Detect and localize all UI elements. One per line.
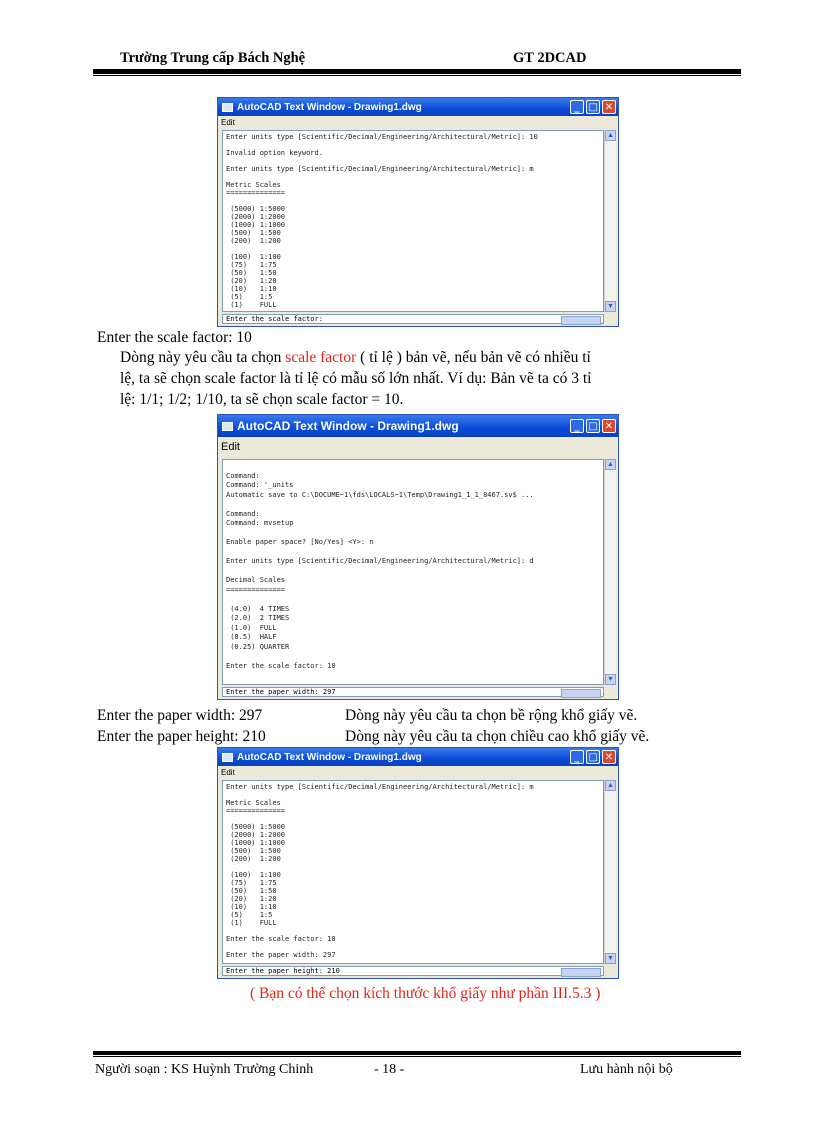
window-title: AutoCAD Text Window - Drawing1.dwg	[237, 751, 422, 763]
window-titlebar[interactable]	[218, 415, 618, 437]
horizontal-scrollbar[interactable]	[561, 316, 601, 325]
window-titlebar[interactable]	[218, 748, 618, 766]
maximize-button[interactable]: □	[586, 750, 600, 764]
command-line-input[interactable]	[222, 314, 604, 324]
scale-factor-desc-2: lệ, ta sẽ chọn scale factor là tỉ lệ có mẫu số lớn nhất. Ví dụ: Bản vẽ ta có 3 tỉ	[120, 370, 592, 387]
autocad-text-window-3[interactable]	[217, 747, 619, 979]
close-button[interactable]: ✕	[602, 419, 616, 433]
app-icon	[222, 103, 233, 112]
autocad-text-window-2[interactable]	[217, 414, 619, 700]
header-rule-thin	[93, 75, 741, 76]
maximize-button[interactable]: □	[586, 100, 600, 114]
horizontal-scrollbar[interactable]	[561, 689, 601, 698]
scale-factor-desc-3: lệ: 1/1; 1/2; 1/10, ta sẽ chọn scale factor = 10.	[120, 391, 404, 408]
command-line-input[interactable]	[222, 687, 604, 697]
scroll-down-icon[interactable]: ▼	[605, 301, 616, 312]
minimize-button[interactable]: _	[570, 100, 584, 114]
command-history[interactable]	[222, 130, 604, 312]
header-school: Trường Trung cấp Bách Nghệ	[120, 50, 306, 66]
window-titlebar[interactable]	[218, 98, 618, 116]
command-history[interactable]	[222, 780, 604, 964]
scroll-up-icon[interactable]: ▲	[605, 459, 616, 470]
footer-author: Người soạn : KS Huỳnh Trường Chinh	[95, 1062, 314, 1077]
minimize-button[interactable]: _	[570, 750, 584, 764]
history-text: Enter units type [Scientific/Decimal/Engineering/Architectural/Metric]: m Metric Scales ============== (5000) 1:5000 (2000) 1:2000 (1000) 1:1000 (500) 1:500 (200) 1:200 (100) 1:100 (75) 1:75 (50) 1:50 (20) 1:20 (10) 1:10 (5) 1:5 (1) FULL Enter the scale factor: 10 Enter the paper width: 297	[226, 783, 534, 959]
menu-edit[interactable]: Edit	[218, 766, 618, 779]
scroll-up-icon[interactable]: ▲	[605, 780, 616, 791]
scroll-down-icon[interactable]: ▼	[605, 674, 616, 685]
vertical-scrollbar[interactable]	[604, 459, 616, 685]
maximize-button[interactable]: □	[586, 419, 600, 433]
command-history[interactable]	[222, 459, 604, 685]
command-text: Enter the paper width: 297	[226, 688, 336, 696]
command-text: Enter the scale factor:	[226, 315, 323, 323]
paper-width-desc: Dòng này yêu cầu ta chọn bề rộng khổ giấy vẽ.	[345, 707, 638, 724]
paper-width-label: Enter the paper width: 297	[97, 707, 263, 724]
paper-height-desc: Dòng này yêu cầu ta chọn chiều cao khổ giấy vẽ.	[345, 728, 650, 745]
paper-size-note: ( Bạn có thể chọn kích thước khổ giấy như phần III.5.3 )	[250, 985, 601, 1002]
menu-edit[interactable]: Edit	[218, 437, 618, 457]
app-icon	[222, 422, 233, 431]
menu-edit[interactable]: Edit	[218, 116, 618, 129]
footer-page-number: - 18 -	[374, 1062, 405, 1077]
footer-distribution: Lưu hành nội bộ	[580, 1062, 673, 1077]
vertical-scrollbar[interactable]	[604, 780, 616, 964]
horizontal-scrollbar[interactable]	[561, 968, 601, 977]
window-title: AutoCAD Text Window - Drawing1.dwg	[237, 419, 459, 433]
close-button[interactable]: ✕	[602, 750, 616, 764]
command-text: Enter the paper height: 210	[226, 967, 340, 975]
scale-factor-term: scale factor	[285, 349, 357, 366]
paper-height-label: Enter the paper height: 210	[97, 728, 266, 745]
command-line-input[interactable]	[222, 966, 604, 976]
close-button[interactable]: ✕	[602, 100, 616, 114]
autocad-text-window-1[interactable]	[217, 97, 619, 327]
app-icon	[222, 753, 233, 762]
header-course: GT 2DCAD	[513, 50, 587, 66]
scroll-down-icon[interactable]: ▼	[605, 953, 616, 964]
footer-rule	[93, 1051, 741, 1055]
history-text: Enter units type [Scientific/Decimal/Engineering/Architectural/Metric]: 10 Invalid option keyword. Enter units type [Scientific/Decimal/Engineering/Architectural/Metric]: m Metric Scales ============== (5000) 1:5000 (2000) 1:2000 (1000) 1:1000 (500) 1:500 (200) 1:200 (100) 1:100 (75) 1:75 (50) 1:50 (20) 1:20 (10) 1:10 (5) 1:5 (1) FULL	[226, 133, 538, 309]
window-title: AutoCAD Text Window - Drawing1.dwg	[237, 101, 422, 113]
footer-rule-thin	[93, 1056, 741, 1057]
header-rule	[93, 69, 741, 74]
scale-factor-heading: Enter the scale factor: 10	[97, 329, 252, 346]
scale-factor-desc-1: Dòng này yêu cầu ta chọn scale factor ( tỉ lệ ) bản vẽ, nếu bản vẽ có nhiều tỉ	[120, 349, 591, 366]
vertical-scrollbar[interactable]	[604, 130, 616, 312]
scroll-up-icon[interactable]: ▲	[605, 130, 616, 141]
history-text: Command: Command: '_units Automatic save to C:\DOCUME~1\fds\LOCALS~1\Temp\Drawing1_1_1_8467.sv$ ... Command: Command: mvsetup Enable paper space? [No/Yes] <Y>: n Enter units type [Scientific/Decimal/Engineering/Architectural/Metric]: d Decimal Scales ============== (4.0) 4 TIMES (2.0) 2 TIMES (1.0) FULL (0.5) HALF (0.25) QUARTER Enter the scale factor: 10	[226, 471, 534, 670]
minimize-button[interactable]: _	[570, 419, 584, 433]
